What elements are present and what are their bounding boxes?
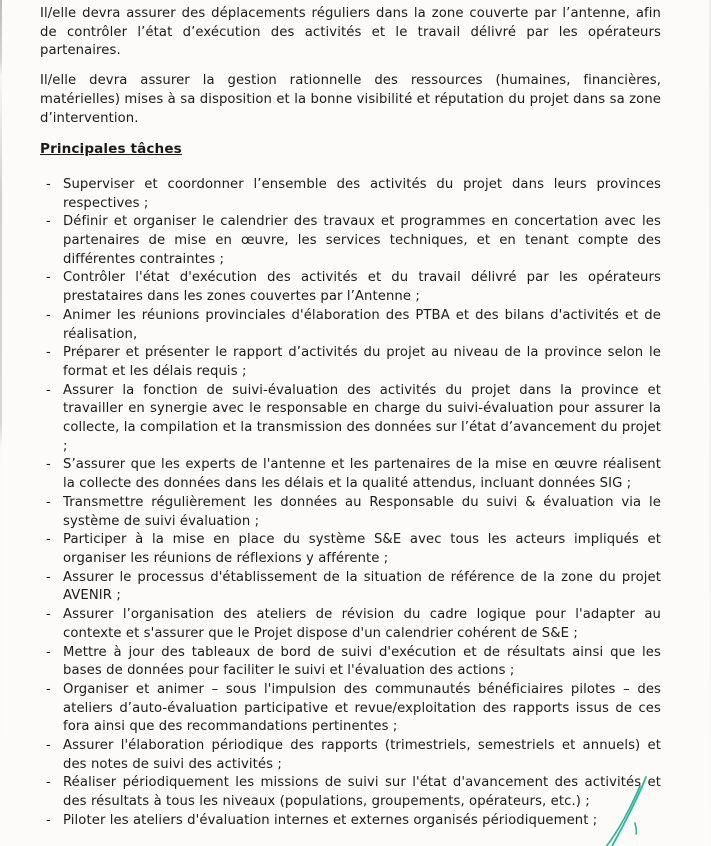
list-item-text: Assurer l'élaboration périodique des rapports (trimestriels, semestriels et annuels) et des notes de suivi des activités ; xyxy=(63,738,661,772)
list-item-text: Assurer la fonction de suivi-évaluation des activités du projet dans la province et travailler en synergie avec le responsable en charge du suivi-évaluation pour assurer la collecte, la compilation et la transmission des données sur l’état d’avancement du projet ; xyxy=(63,382,661,454)
list-item xyxy=(40,382,661,457)
list-item-text: Superviser et coordonner l’ensemble des activités du projet dans leurs provinces respectives ; xyxy=(63,176,661,211)
list-item-text: Préparer et présenter le rapport d’activités du projet au niveau de la province selon le format et les délais requis ; xyxy=(63,345,661,379)
list-item-text: Participer à la mise en place du système S&E avec tous les acteurs impliqués et organiser les réunions de réflexions y afférente ; xyxy=(63,532,661,566)
list-item-text: Réaliser périodiquement les missions de suivi sur l'état d'avancement des activités et des résultats à tous les niveaux (populations, groupements, opérateurs, etc.) ; xyxy=(63,775,661,810)
document-content xyxy=(40,5,661,831)
list-bullet: - xyxy=(46,382,51,398)
list-item-text: Organiser et animer – sous l'impulsion des communautés bénéficiaires pilotes – des ateliers d’auto-évaluation participative et revue/exploitation des rapports issus de ces fora ainsi que des recommandations pertinentes ; xyxy=(63,681,661,735)
list-bullet: - xyxy=(46,738,51,754)
list-bullet: - xyxy=(46,307,51,323)
scan-edge-artifact-left xyxy=(0,0,2,846)
list-item-text: Animer les réunions provinciales d'élaboration des PTBA et des bilans d'activités et de réalisation, xyxy=(63,307,661,342)
list-item xyxy=(40,737,661,774)
list-bullet: - xyxy=(46,214,51,230)
list-bullet: - xyxy=(46,812,51,828)
list-item-text: Assurer le processus d'établissement de la situation de référence de la zone du projet AVENIR ; xyxy=(63,569,661,604)
list-item-text: Assurer l’organisation des ateliers de révision du cadre logique pour l'adapter au contexte et s'assurer que le Projet dispose d'un calendrier cohérent de S&E ; xyxy=(63,607,661,641)
list-bullet: - xyxy=(46,681,51,697)
list-item xyxy=(40,269,661,306)
list-item xyxy=(40,531,661,568)
list-bullet: - xyxy=(46,457,51,473)
list-item xyxy=(40,494,661,531)
paragraph-deplacements: Il/elle devra assurer des déplacements réguliers dans la zone couverte par l’antenne, afin de contrôler l’état d’exécution des activités et le travail délivré par les opérateurs partenaires. xyxy=(40,6,661,59)
list-item xyxy=(40,569,661,606)
list-item xyxy=(40,176,661,213)
list-item xyxy=(40,307,661,344)
list-bullet: - xyxy=(46,345,51,361)
list-item xyxy=(40,456,661,493)
list-item xyxy=(40,644,661,681)
list-item xyxy=(40,344,661,381)
list-bullet: - xyxy=(46,775,51,791)
list-item-text: Piloter les ateliers d'évaluation internes et externes organisés périodiquement ; xyxy=(63,812,598,828)
list-item xyxy=(40,812,661,831)
list-item-text: Contrôler l'état d'exécution des activités et du travail délivré par les opérateurs prestataires dans les zones couvertes par l’Antenne ; xyxy=(63,270,661,305)
list-bullet: - xyxy=(46,176,51,192)
list-bullet: - xyxy=(46,644,51,660)
list-bullet: - xyxy=(46,494,51,510)
list-item-text: Transmettre régulièrement les données au Responsable du suivi & évaluation via le système de suivi évaluation ; xyxy=(63,494,661,529)
list-item-text: Définir et organiser le calendrier des travaux et programmes en concertation avec les partenaires de mise en œuvre, les services techniques, et en tenant compte des différentes contraintes ; xyxy=(63,214,661,267)
task-list xyxy=(40,176,661,831)
list-item-text: S’assurer que les experts de l'antenne et les partenaires de la mise en œuvre réalisent la collecte des données dans les délais et la qualité attendus, incluant données SIG ; xyxy=(63,457,661,492)
list-item xyxy=(40,213,661,269)
list-bullet: - xyxy=(46,607,51,623)
list-item xyxy=(40,774,661,811)
list-bullet: - xyxy=(46,270,51,286)
paragraph-gestion-ressources: Il/elle devra assurer la gestion rationnelle des ressources (humaines, financières, matérielles) mises à sa disposition et la bonne visibilité et réputation du projet dans sa zone d’intervention. xyxy=(40,73,661,126)
list-bullet: - xyxy=(46,532,51,548)
list-item xyxy=(40,681,661,737)
list-item xyxy=(40,606,661,643)
list-item-text: Mettre à jour des tableaux de bord de suivi d'exécution et de résultats ainsi que les bases de données pour faciliter le suivi et l'évaluation des actions ; xyxy=(63,644,661,679)
section-heading-principales-taches: Principales tâches xyxy=(40,141,182,158)
list-bullet: - xyxy=(46,569,51,585)
